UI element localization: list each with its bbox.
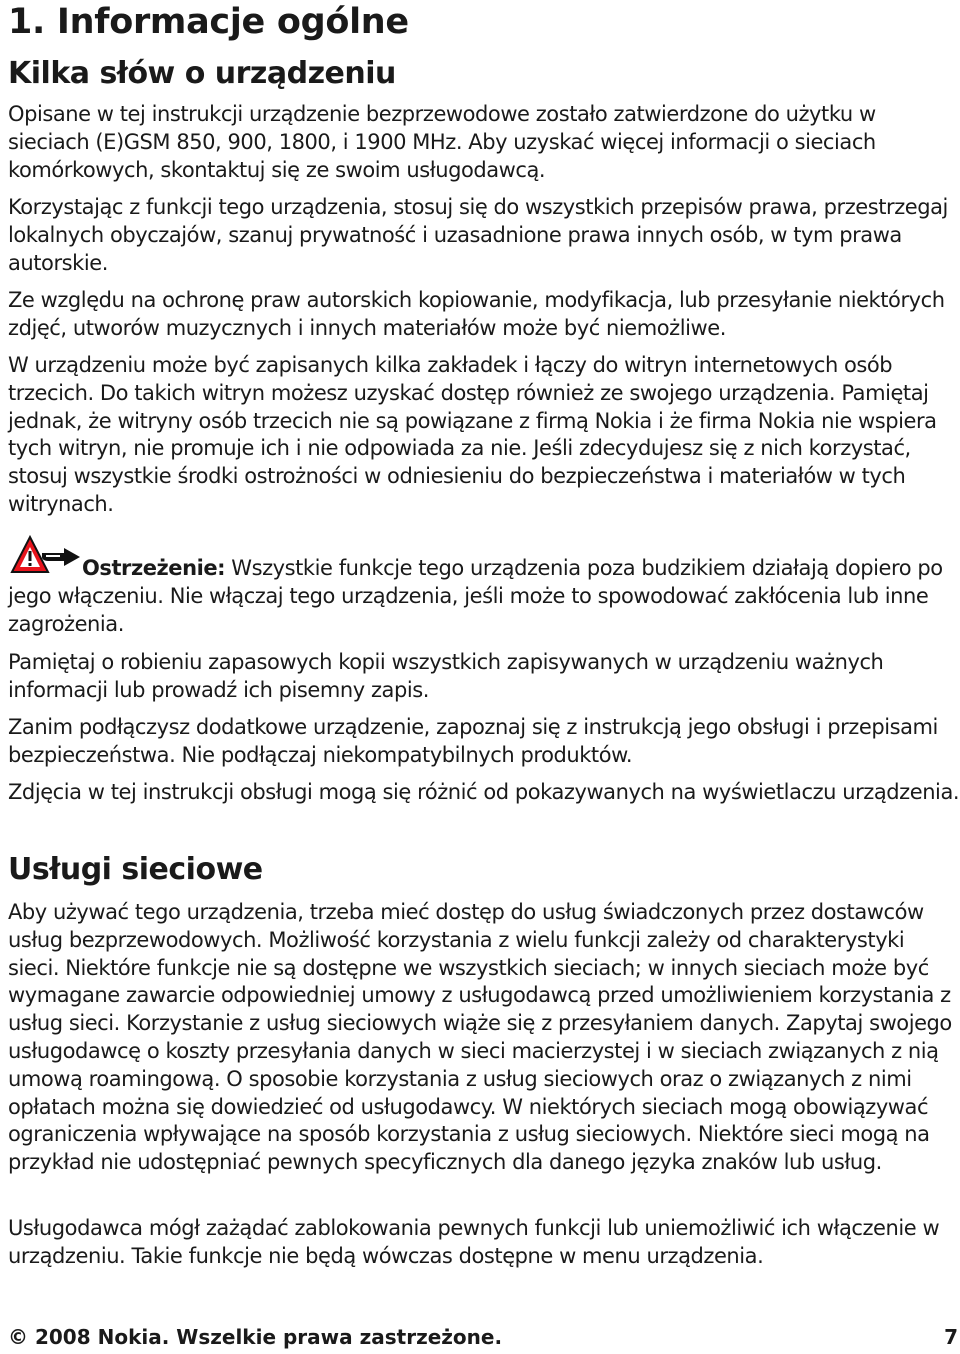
paragraph: Korzystając z funkcji tego urządzenia, stosuj się do wszystkich przepisów prawa, przestrzegaj lokalnych obyczajów, szanuj prywatność i uzasadnione prawa innych osób, w tym prawa autorskie. (8, 195, 948, 275)
paragraph: W urządzeniu może być zapisanych kilka zakładek i łączy do witryn internetowych osób trzecich. Do takich witryn możesz uzyskać dostęp również ze swojego urządzenia. Pamiętaj jednak, że witryny osób trzecich nie są powiązane z firmą Nokia i że firma Nokia nie wspiera tych witryn, nie promuje ich i nie odpowiada za nie. Jeśli zdecydujesz się z nich korzystać, stosuj wszystkie środki ostrożności w odniesieniu do bezpieczeństwa i materiałów w tych witrynach. (8, 353, 937, 516)
warning-text: Wszystkie funkcje tego urządzenia poza budzikiem działają dopiero po jego włączeniu. Nie włączaj tego urządzenia, jeśli może to spowodować zakłócenia lub inne zagrożenia. (8, 556, 943, 636)
paragraph: Aby używać tego urządzenia, trzeba mieć dostęp do usług świadczonych przez dostawców usług bezprzewodowych. Możliwość korzystania z wielu funkcji zależy od charakterystyki sieci. Niektóre funkcje nie są dostępne we wszystkich sieciach; w innych sieciach może być wymagane zawarcie odpowiedniej umowy z usługodawcą przed umożliwieniem korzystania z usług sieci. Korzystanie z usług sieciowych wiąże się z przesyłaniem danych. Zapytaj swojego usługodawcę o koszty przesyłania danych w sieci macierzystej i w sieciach związanych z nią umową roamingową. O sposobie korzystania z usług sieciowych oraz o związanych z nimi opłatach można się dowiedzieć od usługodawcy. W niektórych sieciach mogą obowiązywać ograniczenia wpływające na sposób korzystania z usług sieciowych. Niektóre sieci mogą na przykład nie udostępniać pewnych specyficznych dla danego języka znaków lub usług. (8, 900, 952, 1175)
paragraph: Zdjęcia w tej instrukcji obsługi mogą się różnić od pokazywanych na wyświetlaczu urządzenia. (8, 780, 960, 804)
section-title-network-services: Usługi sieciowe (8, 852, 263, 887)
page-number: 7 (944, 1325, 958, 1349)
section-title-about-device: Kilka słów o urządzeniu (8, 56, 396, 91)
warning-paragraph (8, 555, 960, 638)
chapter-title: 1. Informacje ogólne (8, 2, 409, 42)
warning-label: Ostrzeżenie: (82, 556, 226, 580)
paragraph: Ze względu na ochronę praw autorskich kopiowanie, modyfikacja, lub przesyłanie niektórych zdjęć, utworów muzycznych i innych materiałów może być niemożliwe. (8, 288, 945, 340)
paragraph: Pamiętaj o robieniu zapasowych kopii wszystkich zapisywanych w urządzeniu ważnych informacji lub prowadź ich pisemny zapis. (8, 650, 884, 702)
page-footer (8, 1322, 958, 1352)
paragraph: Zanim podłączysz dodatkowe urządzenie, zapoznaj się z instrukcją jego obsługi i przepisami bezpieczeństwa. Nie podłączaj niekompatybilnych produktów. (8, 715, 938, 767)
copyright-text: © 2008 Nokia. Wszelkie prawa zastrzeżone. (8, 1325, 503, 1349)
paragraph: Usługodawca mógł zażądać zablokowania pewnych funkcji lub uniemożliwić ich włączenie w urządzeniu. Takie funkcje nie będą wówczas dostępne w menu urządzenia. (8, 1216, 940, 1268)
paragraph: Opisane w tej instrukcji urządzenie bezprzewodowe zostało zatwierdzone do użytku w sieciach (E)GSM 850, 900, 1800, i 1900 MHz. Aby uzyskać więcej informacji o sieciach komórkowych, skontaktuj się ze swoim usługodawcą. (8, 102, 876, 182)
